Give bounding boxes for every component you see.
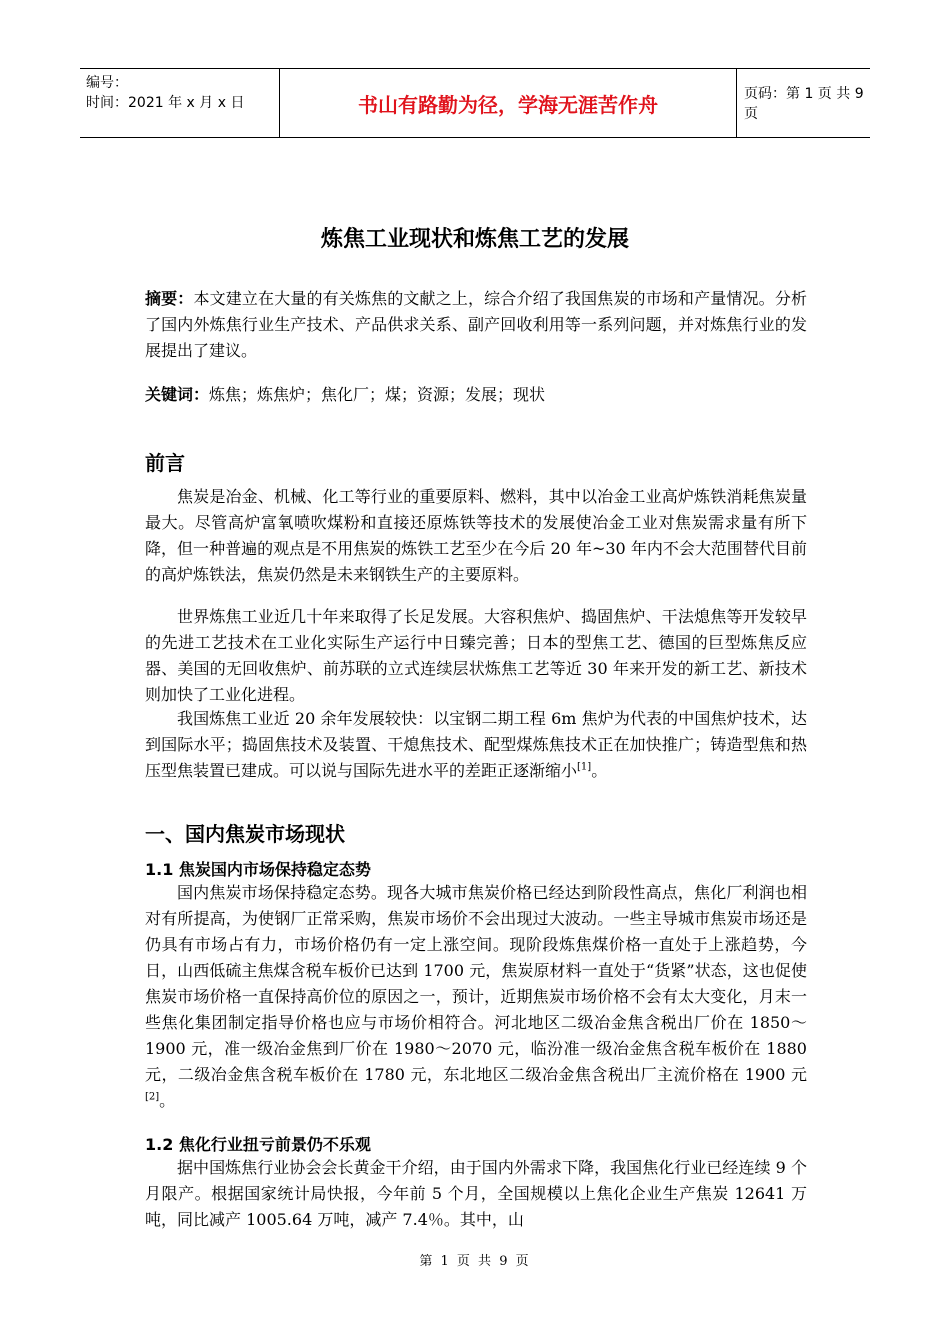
citation-ref: [1] [577, 761, 592, 773]
abstract-label: 摘要： [145, 289, 194, 308]
subsection-1-1-heading: 1.1 焦炭国内市场保持稳定态势 [145, 860, 371, 879]
preface-paragraph-1: 焦炭是冶金、机械、化工等行业的重要原料、燃料，其中以冶金工业高炉炼铁消耗焦炭量最大。尽管高炉富氧喷吹煤粉和直接还原炼铁等技术的发展使冶金工业对焦炭需求量有所下降，但一种普遍的观点是不用焦炭的炼铁工艺至少在今后 20 年~30 年内不会大范围替代目前的高炉炼铁法，焦炭仍然是未来钢铁生产的主要原料。 [145, 487, 807, 584]
keywords-text: 炼焦；炼焦炉；焦化厂；煤；资源；发展；现状 [209, 385, 546, 404]
subsection-1-2-text: 据中国炼焦行业协会会长黄金干介绍，由于国内外需求下降，我国焦化行业已经连续 9 个月限产。根据国家统计局快报，今年前 5 个月，全国规模以上焦化企业生产焦炭 12641 万吨，同比减产 1005.64 万吨，减产 7.4％。其中，山 [145, 1158, 807, 1229]
sub1-end: 。 [159, 1091, 176, 1110]
motto-text: 书山有路勤为径，学海无涯苦作舟 [358, 92, 658, 117]
preface-p3-text: 我国炼焦工业近 20 余年发展较快：以宝钢二期工程 6m 焦炉为代表的中国焦炉技术，达到国际水平；捣固焦技术及装置、干熄焦技术、配型煤炼焦技术正在加快推广；铸造型焦和热压型焦装置已建成。可以说与国际先进水平的差距正逐渐缩小 [145, 709, 807, 780]
abstract-text: 本文建立在大量的有关炼焦的文献之上，综合介绍了我国焦炭的市场和产量情况。分析了国内外炼焦行业生产技术、产品供求关系、副产回收利用等一系列问题，并对炼焦行业的发展提出了建议。 [145, 289, 807, 360]
preface-p3-end: 。 [591, 761, 608, 780]
document-header [80, 68, 870, 138]
subsection-1-2-heading: 1.2 焦化行业扭亏前景仍不乐观 [145, 1135, 371, 1154]
section-1-heading: 一、国内焦炭市场现状 [145, 822, 345, 846]
sub1-text: 国内焦炭市场保持稳定态势。现各大城市焦炭价格已经达到阶段性高点，焦化厂利润也相对有所提高，为使钢厂正常采购，焦炭市场价不会出现过大波动。一些主导城市焦炭市场还是仍具有市场占有力，市场价格仍有一定上涨空间。现阶段炼焦煤价格一直处于上涨趋势，今日，山西低硫主焦煤含税车板价已达到 1700 元，焦炭原材料一直处于“货紧”状态，这也促使焦炭市场价格一直保持高价位的原因之一，预计，近期焦炭市场价格不会有太大变化，月末一些焦化集团制定指导价格也应与市场价相符合。河北地区二级冶金焦含税出厂价在 1850～1900 元，准一级冶金焦到厂价在 1980～2070 元，临汾准一级冶金焦含税车板价在 1880 元，二级冶金焦含税车板价在 1780 元，东北地区二级冶金焦含税出厂主流价格在 1900 元 [145, 883, 807, 1084]
preface-heading: 前言 [145, 451, 185, 475]
subsection-1-1-text [145, 880, 807, 1114]
citation-ref: [2] [145, 1091, 160, 1103]
abstract [145, 286, 807, 364]
page-info: 页码：第 1 页 共 9 页 [744, 86, 864, 122]
preface-paragraph-2: 世界炼焦工业近几十年来取得了长足发展。大容积焦炉、捣固焦炉、干法熄焦等开发较早的先进工艺技术在工业化实际生产运行中日臻完善；日本的型焦工艺、德国的巨型炼焦反应器、美国的无回收焦炉、前苏联的立式连续层状炼焦工艺等近 30 年来开发的新工艺、新技术则加快了工业化进程。 [145, 607, 807, 704]
page-footer: 第 1 页 共 9 页 [419, 1254, 531, 1269]
keywords-label: 关键词： [145, 385, 210, 404]
document-title: 炼焦工业现状和炼焦工艺的发展 [320, 227, 629, 252]
header-motto-cell [280, 69, 737, 137]
preface-paragraph-3 [145, 706, 807, 784]
header-meta [80, 69, 280, 137]
time-label: 时间：2021 年 x 月 x 日 [86, 95, 245, 111]
keywords [145, 382, 807, 408]
code-label: 编号： [86, 75, 128, 91]
